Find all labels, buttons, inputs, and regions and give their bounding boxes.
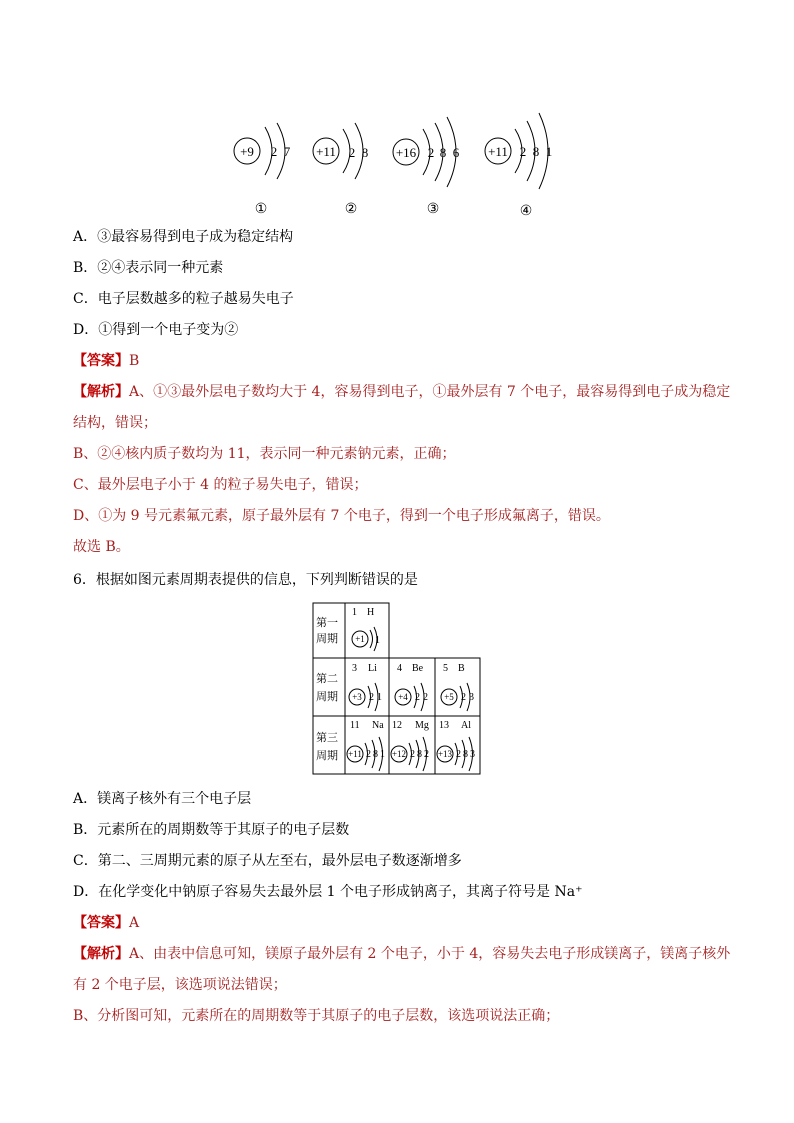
atom-diagram-2 — [313, 123, 368, 217]
svg-text:+5: +5 — [444, 692, 454, 702]
atom-1-shell-1: 2 — [270, 144, 278, 159]
svg-text:3: 3 — [469, 692, 474, 703]
atom-1-shell-2: 7 — [283, 144, 291, 159]
svg-text:2: 2 — [456, 749, 461, 760]
svg-text:2: 2 — [423, 692, 428, 703]
svg-text:+13: +13 — [437, 749, 453, 759]
q6-option-d: D．在化学变化中钠原子容易失去最外层 1 个电子形成钠离子，其离子符号是 Na⁺ — [73, 884, 583, 900]
atom-diagram-1 — [234, 123, 291, 217]
svg-text:2: 2 — [461, 692, 466, 703]
atom-3-shell-3: 6 — [452, 145, 460, 160]
element-cell-mg — [391, 720, 429, 771]
q5-analysis-line-5: D、①为 9 号元素氟元素，原子最外层有 7 个电子，得到一个电子形成氟离子，错误。 — [73, 508, 610, 524]
atom-structure-diagrams — [225, 105, 575, 220]
q5-answer-tag: 【答案】 — [73, 353, 129, 369]
svg-text:Al: Al — [461, 720, 471, 731]
element-cell-na — [347, 720, 385, 771]
svg-text:+1: +1 — [355, 634, 365, 644]
period-3-label-top: 第三 — [316, 732, 338, 744]
svg-text:8: 8 — [373, 749, 378, 760]
q6-analysis-text-1: A、由表中信息可知，镁原子最外层有 2 个电子，小于 4，容易失去电子形成镁离子，镁离子核外 — [129, 946, 731, 962]
svg-text:2: 2 — [415, 692, 420, 703]
svg-text:12: 12 — [392, 720, 402, 731]
svg-text:11: 11 — [350, 720, 360, 731]
svg-text:+11: +11 — [348, 749, 362, 759]
q5-answer-value: B — [129, 353, 140, 369]
q6-answer-value: A — [129, 915, 140, 931]
q5-analysis-line-1 — [73, 382, 730, 402]
svg-text:B: B — [458, 663, 465, 674]
q5-analysis-line-2: 结构，错误； — [73, 415, 157, 431]
q5-conclusion: 故选 B。 — [73, 539, 130, 555]
svg-text:Be: Be — [412, 663, 424, 674]
atom-4-shell-3: 1 — [545, 144, 553, 159]
period-1-label-bottom: 周期 — [316, 633, 338, 645]
svg-text:13: 13 — [439, 720, 449, 731]
svg-text:2: 2 — [369, 692, 374, 703]
svg-text:3: 3 — [352, 663, 357, 674]
svg-text:1: 1 — [380, 749, 385, 760]
q6-analysis-line-2: 有 2 个电子层，该选项说法错误； — [73, 977, 287, 993]
atom-diagram-3 — [393, 117, 460, 217]
q5-option-c: C．电子层数越多的粒子越易失电子 — [73, 291, 294, 307]
svg-text:3: 3 — [470, 749, 475, 760]
atom-4-label: ④ — [519, 204, 533, 219]
svg-text:Li: Li — [368, 663, 377, 674]
atom-2-shell-2: 8 — [361, 145, 369, 160]
period-1-label-top: 第一 — [316, 617, 338, 629]
q6-answer-tag: 【答案】 — [73, 915, 129, 931]
q6-analysis-tag: 【解析】 — [73, 946, 129, 962]
element-cell-b — [441, 663, 474, 711]
q5-option-b: B．②④表示同一种元素 — [73, 260, 224, 276]
q6-option-b: B．元素所在的周期数等于其原子的电子层数 — [73, 822, 350, 838]
svg-text:+12: +12 — [391, 749, 407, 759]
q6-option-a: A．镁离子核外有三个电子层 — [73, 791, 252, 807]
q5-analysis-tag: 【解析】 — [73, 384, 129, 400]
atom-3-label: ③ — [426, 202, 440, 217]
atom-2-label: ② — [344, 202, 358, 217]
q6-answer — [73, 913, 139, 933]
svg-text:2: 2 — [410, 749, 415, 760]
svg-text:1: 1 — [377, 692, 382, 703]
svg-text:H: H — [367, 607, 375, 618]
atom-4-nucleus: +11 — [488, 144, 508, 159]
periodic-table-figure — [312, 602, 482, 776]
atom-4-shell-1: 2 — [519, 144, 527, 159]
element-cell-li — [349, 663, 382, 711]
atom-diagram-4 — [485, 113, 552, 219]
svg-text:+3: +3 — [352, 692, 362, 702]
svg-text:5: 5 — [443, 663, 448, 674]
svg-text:1: 1 — [375, 635, 380, 646]
element-cell-al — [437, 720, 475, 771]
atom-3-nucleus: +16 — [395, 145, 417, 160]
q6-analysis-line-3: B、分析图可知，元素所在的周期数等于其原子的电子层数，该选项说法正确； — [73, 1008, 560, 1024]
svg-text:Mg: Mg — [415, 720, 429, 731]
atom-3-shell-1: 2 — [427, 145, 435, 160]
svg-text:8: 8 — [463, 749, 468, 760]
atom-2-nucleus: +11 — [316, 144, 336, 159]
q6-stem: 6．根据如图元素周期表提供的信息，下列判断错误的是 — [73, 572, 418, 588]
atom-1-label: ① — [254, 202, 268, 217]
svg-text:2: 2 — [424, 749, 429, 760]
element-cell-be — [395, 663, 428, 711]
q5-answer — [73, 351, 139, 371]
q6-option-c: C．第二、三周期元素的原子从左至右，最外层电子数逐渐增多 — [73, 853, 462, 869]
svg-text:4: 4 — [397, 663, 402, 674]
q6-analysis-line-1 — [73, 944, 730, 964]
svg-text:+4: +4 — [398, 692, 408, 702]
q5-option-a: A．③最容易得到电子成为稳定结构 — [73, 229, 294, 245]
svg-text:1: 1 — [352, 607, 357, 618]
q5-analysis-line-3: B、②④核内质子数均为 11，表示同一种元素钠元素，正确； — [73, 446, 456, 462]
svg-text:2: 2 — [366, 749, 371, 760]
q5-analysis-line-4: C、最外层电子小于 4 的粒子易失电子，错误； — [73, 477, 368, 493]
period-2-label-bottom: 周期 — [316, 691, 338, 703]
q5-option-d: D．①得到一个电子变为② — [73, 322, 239, 338]
q5-analysis-text-1: A、①③最外层电子数均大于 4，容易得到电子，①最外层有 7 个电子，最容易得到电子成为稳定 — [129, 384, 731, 400]
svg-text:8: 8 — [417, 749, 422, 760]
period-2-label-top: 第二 — [316, 673, 338, 685]
atom-3-shell-2: 8 — [439, 145, 447, 160]
atom-2-shell-1: 2 — [348, 145, 356, 160]
atom-4-shell-2: 8 — [532, 144, 540, 159]
period-3-label-bottom: 周期 — [316, 750, 338, 762]
element-cell-h — [352, 607, 380, 651]
svg-text:Na: Na — [372, 720, 384, 731]
atom-1-nucleus: +9 — [240, 144, 254, 159]
